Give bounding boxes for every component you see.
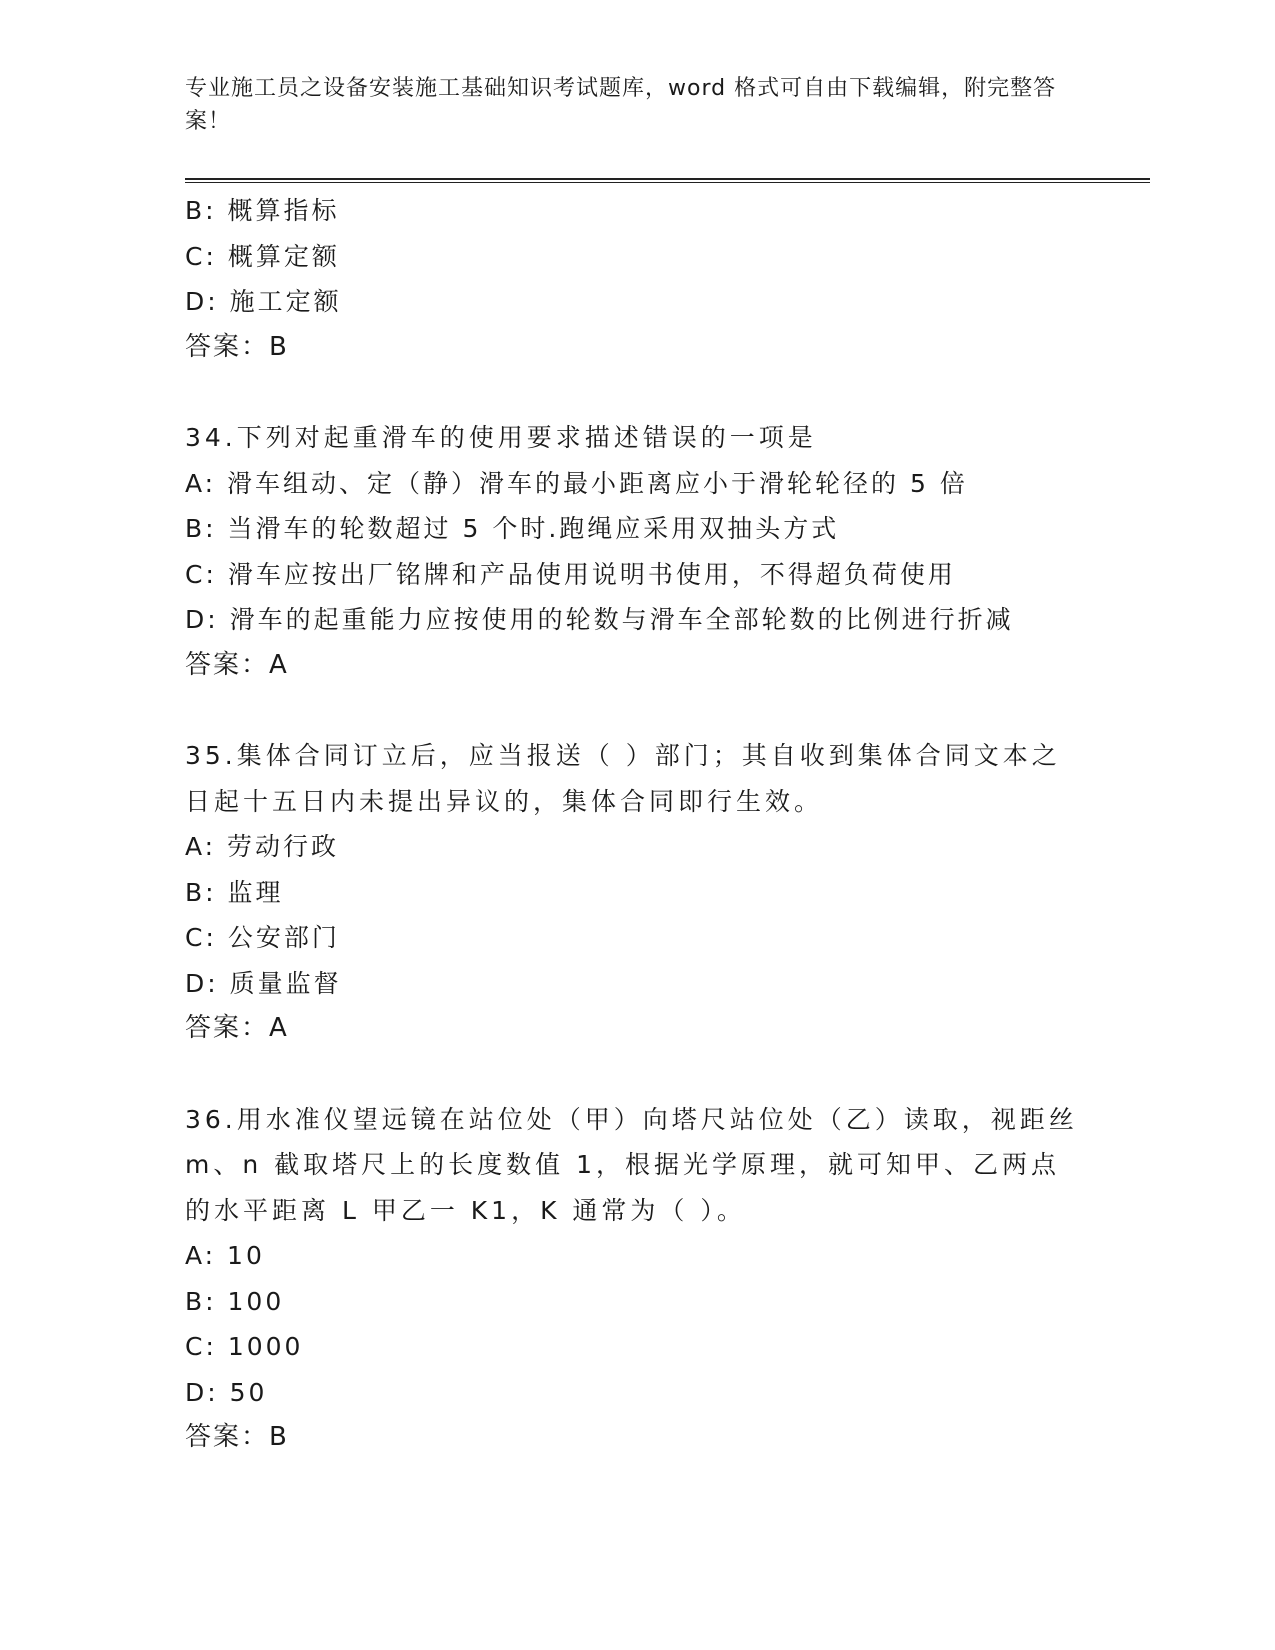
question-36 (185, 1097, 1085, 1461)
option-c: C: 滑车应按出厂铭牌和产品使用说明书使用，不得超负荷使用 (185, 559, 956, 589)
question-content (185, 188, 1085, 1461)
option-c: C: 公安部门 (185, 923, 340, 952)
option-c: C: 1000 (185, 1332, 304, 1361)
option-a: A: 滑车组动、定（静）滑车的最小距离应小于滑轮轮径的 5 倍 (185, 468, 968, 498)
question-stem: 36.用水准仪望远镜在站位处（甲）向塔尺站位处（乙）读取，视距丝m、n 截取塔尺上的长度数值 1，根据光学原理，就可知甲、乙两点的水平距离 L 甲乙一 K1，K 通常为（ ）。 (185, 1104, 1078, 1225)
question-34 (185, 415, 1085, 688)
option-b: B: 当滑车的轮数超过 5 个时.跑绳应采用双抽头方式 (185, 514, 840, 543)
answer-line: 答案：B (185, 331, 289, 362)
header-rule-thin (185, 182, 1150, 183)
option-b: B: 监理 (185, 877, 284, 907)
option-d: D: 滑车的起重能力应按使用的轮数与滑车全部轮数的比例进行折减 (185, 605, 1014, 634)
option-d: D: 质量监督 (185, 968, 342, 998)
answer-line: 答案：B (185, 1422, 289, 1452)
option-a: A: 10 (185, 1241, 265, 1270)
question-spacer (185, 370, 1085, 415)
question-spacer (185, 688, 1085, 733)
question-spacer (185, 1052, 1085, 1097)
question-stem: 34.下列对起重滑车的使用要求描述错误的一项是 (185, 423, 817, 452)
question-35 (185, 733, 1085, 1052)
question-33-continued (185, 188, 1085, 370)
document-header: 专业施工员之设备安装施工基础知识考试题库，word 格式可自由下载编辑，附完整答案！ (185, 76, 1057, 134)
answer-line: 答案：A (185, 1013, 289, 1043)
option-b: B: 概算指标 (185, 196, 340, 225)
option-b: B: 100 (185, 1286, 285, 1316)
option-d: D: 50 (185, 1377, 268, 1407)
answer-line: 答案：A (185, 649, 289, 680)
option-c: C: 概算定额 (185, 241, 340, 271)
header-rule-thick (185, 178, 1150, 180)
option-d: D: 施工定额 (185, 287, 342, 316)
option-a: A: 劳动行政 (185, 832, 340, 861)
question-stem: 35.集体合同订立后，应当报送（ ）部门；其自收到集体合同文本之日起十五日内未提出异议的，集体合同即行生效。 (185, 741, 1061, 816)
